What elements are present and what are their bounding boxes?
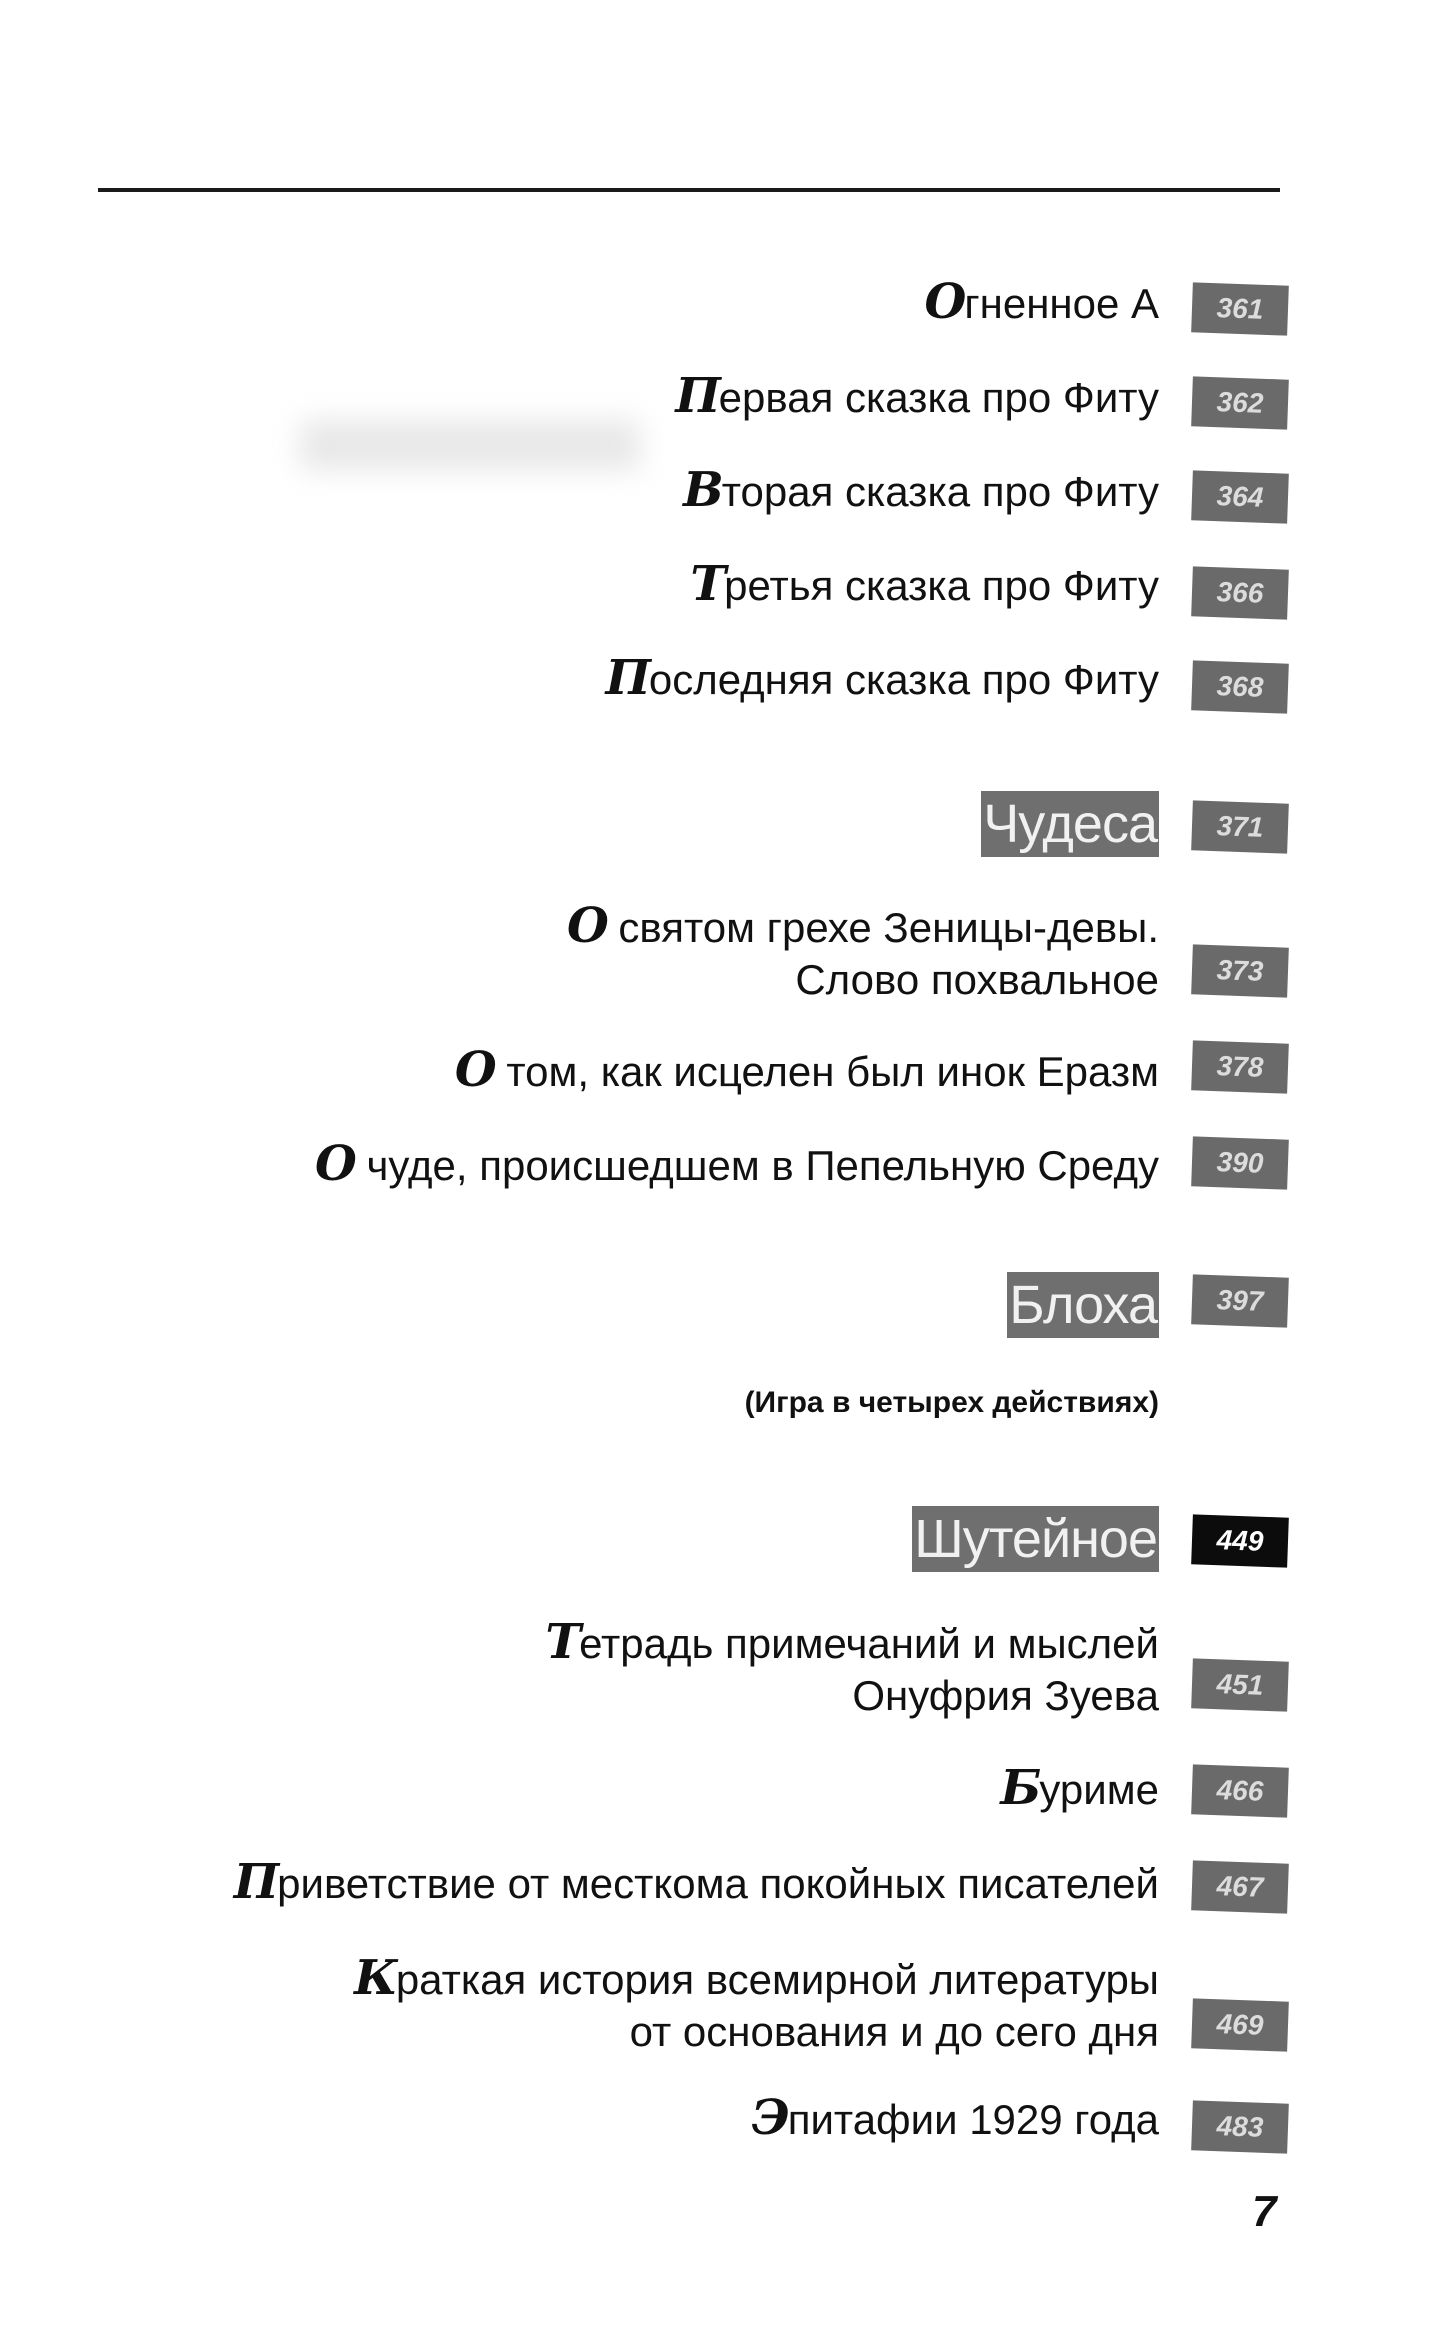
entry-title: питафии 1929 года [787,2096,1159,2143]
drop-cap: О [924,274,965,330]
toc-entry[interactable] [675,370,1159,424]
page-number-badge: 466 [1191,1764,1289,1817]
drop-cap: В [683,462,722,518]
page-number-badge: 361 [1191,282,1289,335]
page-number-badge: 364 [1191,470,1289,523]
entry-title: святом грехе Зеницы-девы. [606,904,1159,951]
page-number-badge: 467 [1191,1860,1289,1913]
page-number-badge: 390 [1191,1136,1289,1189]
page-number-badge: 397 [1191,1274,1289,1327]
page-number: 7 [1252,2187,1277,2236]
toc-entry[interactable] [605,652,1159,706]
drop-cap: Э [751,2090,788,2146]
toc-entry[interactable] [683,464,1159,518]
entry-title: уриме [1039,1766,1159,1813]
toc-entry[interactable] [567,900,1159,1006]
entry-title-line2: Слово похвальное [795,956,1159,1003]
section-heading[interactable]: Блоха [1007,1272,1159,1338]
page-number-badge: 371 [1191,800,1289,853]
toc-entry[interactable] [1000,1762,1159,1816]
page-number-badge: 373 [1191,944,1289,997]
toc-entry[interactable] [234,1856,1159,1910]
toc-entry[interactable] [925,276,1159,330]
entry-title: ервая сказка про Фиту [718,374,1159,421]
section-heading[interactable]: Чудеса [981,791,1159,857]
entry-title-line2: от основания и до сего дня [629,2008,1159,2055]
toc-entry[interactable] [752,2092,1159,2146]
section-heading[interactable]: Шутейное [912,1506,1159,1572]
drop-cap: О [315,1136,355,1192]
page-number-badge: 366 [1191,566,1289,619]
entry-title: том, как исцелен был инок Еразм [494,1048,1159,1095]
entry-title: ретья сказка про Фиту [724,562,1159,609]
entry-title-line2: Онуфрия Зуева [852,1672,1159,1719]
page-number-badge: 469 [1191,1998,1289,2051]
drop-cap: К [354,1950,396,2006]
page-number-badge: 483 [1191,2100,1289,2153]
entry-title: оследняя сказка про Фиту [648,656,1159,703]
page-number-badge: 362 [1191,376,1289,429]
toc-entry[interactable] [315,1138,1159,1192]
entry-title: риветствие от месткома покойных писателей [277,1860,1159,1907]
entry-title: гненное А [964,280,1159,327]
toc-entry[interactable] [545,1616,1159,1722]
page-number-badge: 368 [1191,660,1289,713]
entry-title: раткая история всемирной литературы [395,1956,1159,2003]
entry-title: чуде, происшедшем в Пепельную Среду [354,1142,1159,1189]
toc-entry[interactable] [455,1044,1159,1098]
toc-entry[interactable] [354,1952,1159,2058]
page-number-badge: 451 [1191,1658,1289,1711]
entry-title: етрадь примечаний и мыслей [579,1620,1159,1667]
drop-cap: Б [1000,1760,1040,1816]
drop-cap: П [605,650,649,706]
page-number-badge: 449 [1191,1514,1289,1567]
entry-title: торая сказка про Фиту [721,468,1159,515]
page-number-badge: 378 [1191,1040,1289,1093]
drop-cap: О [454,1042,495,1098]
drop-cap: О [566,898,607,954]
section-subtitle: (Игра в четырех действиях) [744,1386,1159,1419]
drop-cap: П [675,368,719,424]
drop-cap: П [233,1854,278,1910]
drop-cap: Т [690,556,725,612]
toc-entry[interactable] [690,558,1159,612]
drop-cap: Т [545,1614,580,1670]
